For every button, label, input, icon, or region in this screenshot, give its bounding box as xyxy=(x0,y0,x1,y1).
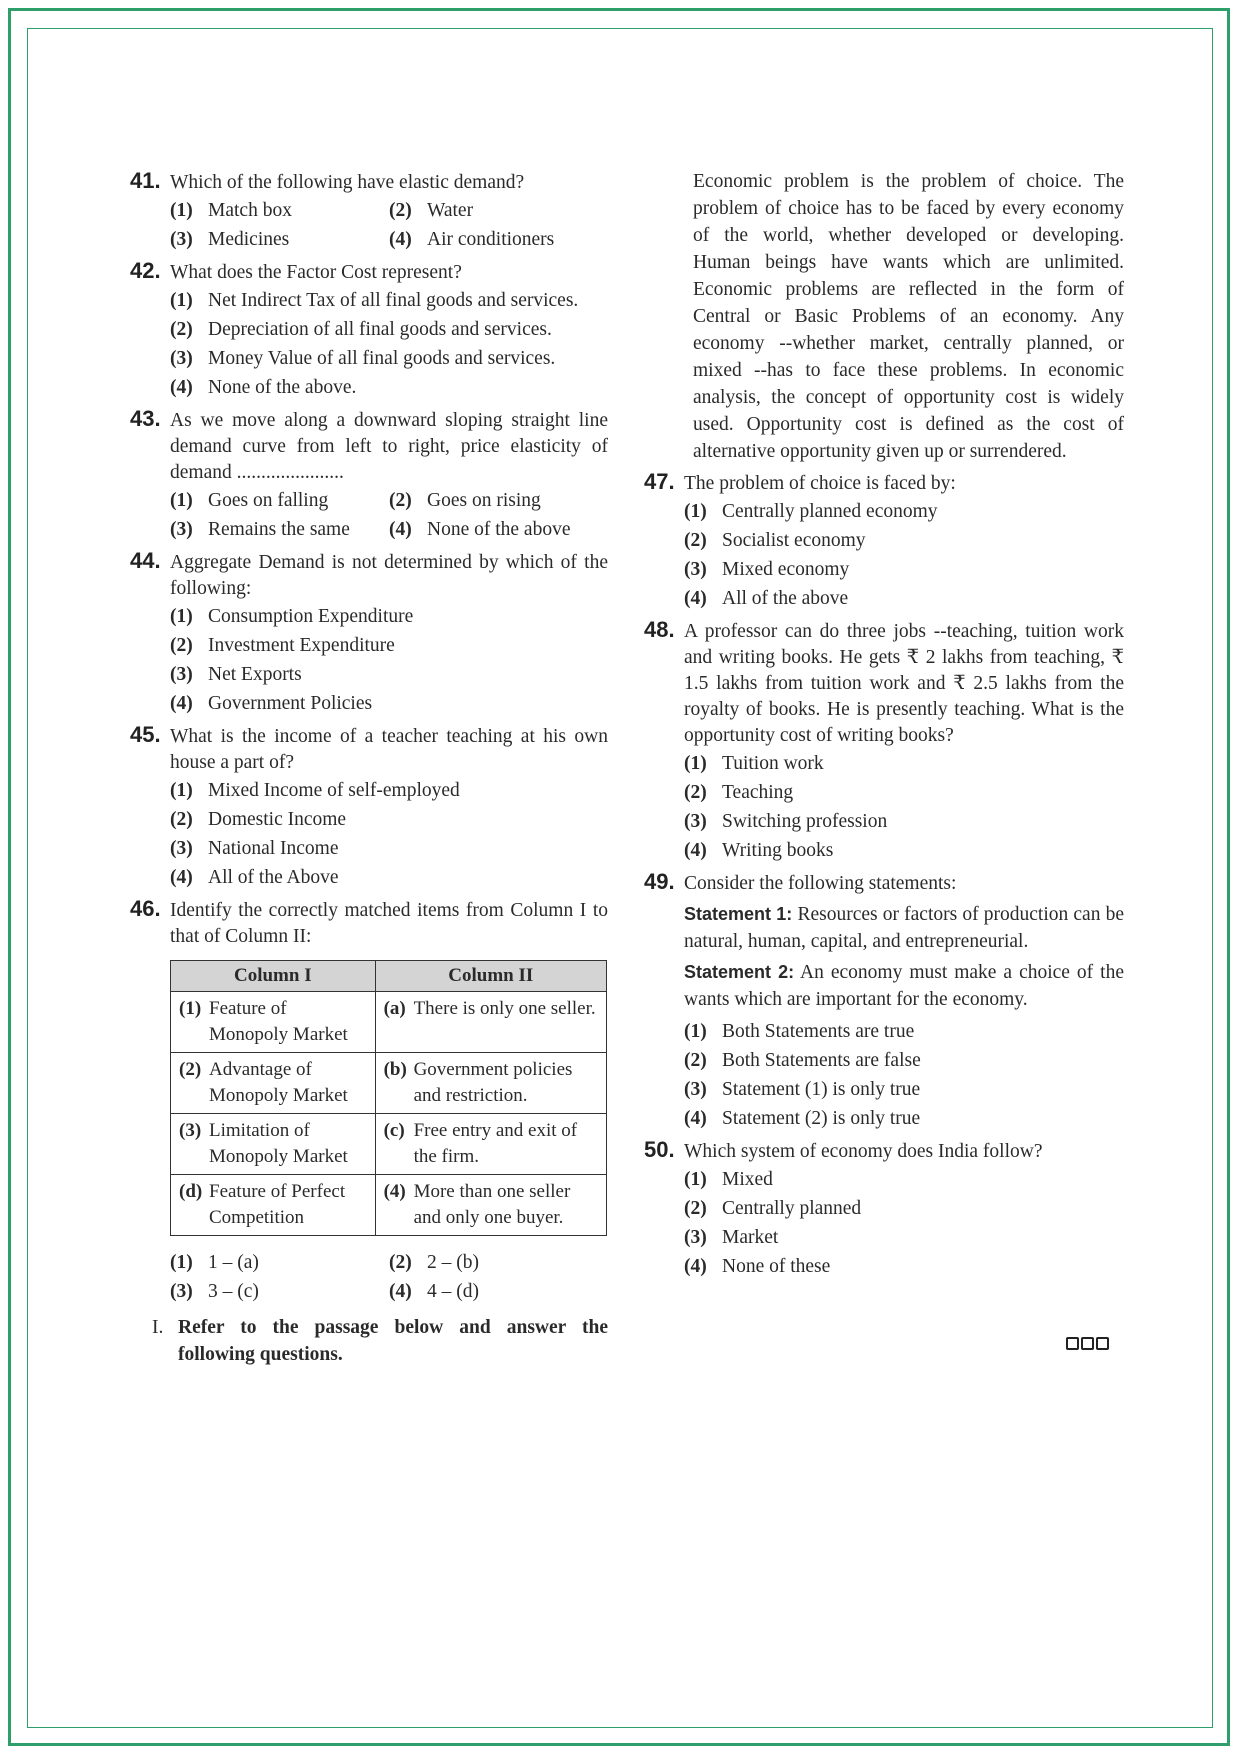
option-4: (4) All of the above xyxy=(684,588,849,609)
option-1: (1) Consumption Expenditure xyxy=(170,606,414,627)
question-number: 47. xyxy=(644,469,675,494)
column-header: Column II xyxy=(375,961,606,992)
question-45 xyxy=(130,722,608,892)
option-4: (4) Statement (2) is only true xyxy=(684,1108,921,1129)
option-2: (2) Depreciation of all final goods and services. xyxy=(170,319,552,340)
option-3: (3) Market xyxy=(684,1227,779,1248)
option-1: (1) Mixed xyxy=(684,1169,773,1190)
option-4: (4) None of the above. xyxy=(170,377,357,398)
statement-1: Statement 1: Resources or factors of production can be natural, human, capital, and entrepreneurial. xyxy=(684,904,1125,952)
option-3: (3) Medicines xyxy=(170,229,290,250)
question-text: Which system of economy does India follow? xyxy=(684,1141,1043,1162)
option-3: (3) Switching profession xyxy=(684,811,888,832)
option-1: (1) Goes on falling xyxy=(170,490,329,511)
option-2: (2) 2 – (b) xyxy=(389,1252,479,1273)
option-3: (3) Statement (1) is only true xyxy=(684,1079,921,1100)
option-3: (3) Money Value of all final goods and services. xyxy=(170,348,556,369)
question-text: What is the income of a teacher teaching at his own house a part of? xyxy=(170,726,608,773)
passage-instruction: I. Refer to the passage below and answer the following questions. xyxy=(152,1317,608,1365)
option-1: (1) Match box xyxy=(170,200,292,221)
question-number: 42. xyxy=(130,258,161,283)
question-number: 41. xyxy=(130,168,161,193)
question-number: 43. xyxy=(130,406,161,431)
table-row: (d) Feature of Perfect Competition (4) More than one seller and only one buyer. xyxy=(171,1175,607,1236)
table-row: (3) Limitation of Monopoly Market (c) Free entry and exit of the firm. xyxy=(171,1114,607,1175)
question-number: 49. xyxy=(644,869,675,894)
option-2: (2) Investment Expenditure xyxy=(170,635,395,656)
question-text: Consider the following statements: xyxy=(684,873,957,894)
option-1: (1) Both Statements are true xyxy=(684,1021,915,1042)
option-3: (3) Remains the same xyxy=(170,519,350,540)
option-4: (4) Government Policies xyxy=(170,693,373,714)
question-text: What does the Factor Cost represent? xyxy=(170,262,462,283)
option-2: (2) Water xyxy=(389,200,474,221)
option-4: (4) None of the above xyxy=(389,519,571,540)
option-2: (2) Teaching xyxy=(684,782,794,803)
option-2: (2) Domestic Income xyxy=(170,809,347,830)
question-number: 50. xyxy=(644,1137,675,1162)
question-41 xyxy=(130,168,608,254)
option-4: (4) 4 – (d) xyxy=(389,1281,479,1302)
left-column xyxy=(130,168,608,1368)
question-text: A professor can do three jobs --teaching, tuition work and writing books. He gets ₹ 2 lakhs from teaching, ₹ 1.5 lakhs from tuition work and ₹ 2.5 lakhs from the royalty of books. He is presently teaching. What is the opportunity cost of writing books? xyxy=(684,621,1124,746)
question-number: 48. xyxy=(644,617,675,642)
question-text: Identify the correctly matched items from Column I to that of Column II: xyxy=(170,900,608,947)
question-text: Aggregate Demand is not determined by which of the following: xyxy=(170,552,608,599)
question-48 xyxy=(644,617,1124,865)
option-1: (1) Mixed Income of self-employed xyxy=(170,780,460,801)
column-header: Column I xyxy=(171,961,376,992)
option-2: (2) Goes on rising xyxy=(389,490,541,511)
end-of-section-icon xyxy=(1066,1337,1109,1350)
square-icon xyxy=(1081,1337,1094,1350)
question-text: The problem of choice is faced by: xyxy=(684,473,956,494)
option-2: (2) Both Statements are false xyxy=(684,1050,921,1071)
table-row: (1) Feature of Monopoly Market (a) There is only one seller. xyxy=(171,992,607,1053)
option-4: (4) None of these xyxy=(684,1256,831,1277)
option-4: (4) Writing books xyxy=(684,840,834,861)
question-50 xyxy=(644,1137,1124,1281)
option-2: (2) Socialist economy xyxy=(684,530,866,551)
question-46 xyxy=(130,896,608,1306)
square-icon xyxy=(1096,1337,1109,1350)
option-3: (3) Mixed economy xyxy=(684,559,850,580)
question-number: 44. xyxy=(130,548,161,573)
option-3: (3) 3 – (c) xyxy=(170,1281,259,1302)
square-icon xyxy=(1066,1337,1079,1350)
option-1: (1) Net Indirect Tax of all final goods and services. xyxy=(170,290,579,311)
option-4: (4) Air conditioners xyxy=(389,229,555,250)
question-42 xyxy=(130,258,608,402)
question-49 xyxy=(644,869,1124,1133)
question-43 xyxy=(130,406,608,544)
option-1: (1) 1 – (a) xyxy=(170,1252,259,1273)
passage-text: Economic problem is the problem of choice. The problem of choice has to be faced by every economy of the world, whether developed or developing. Human beings have wants which are unlimited. Economic problems are reflected in the form of Central or Basic Problems of an economy. Any economy --whether market, centrally planned, or mixed --has to face these problems. In economic analysis, the concept of opportunity cost is widely used. Opportunity cost is defined as the cost of alternative opportunity given up or surrendered. xyxy=(693,171,1124,462)
right-column xyxy=(644,168,1124,1285)
table-row: (2) Advantage of Monopoly Market (b) Government policies and restriction. xyxy=(171,1053,607,1114)
option-1: (1) Centrally planned economy xyxy=(684,501,938,522)
match-table xyxy=(170,960,607,1236)
option-2: (2) Centrally planned xyxy=(684,1198,862,1219)
option-3: (3) National Income xyxy=(170,838,339,859)
option-4: (4) All of the Above xyxy=(170,867,339,888)
question-number: 46. xyxy=(130,896,161,921)
statement-2: Statement 2: An economy must make a choice of the wants which are important for the economy. xyxy=(684,962,1124,1010)
question-text: Which of the following have elastic demand? xyxy=(170,172,525,193)
question-44 xyxy=(130,548,608,718)
question-number: 45. xyxy=(130,722,161,747)
option-3: (3) Net Exports xyxy=(170,664,302,685)
question-text: As we move along a downward sloping straight line demand curve from left to right, price elasticity of demand ...................... xyxy=(170,410,608,483)
question-47 xyxy=(644,469,1124,613)
option-1: (1) Tuition work xyxy=(684,753,824,774)
